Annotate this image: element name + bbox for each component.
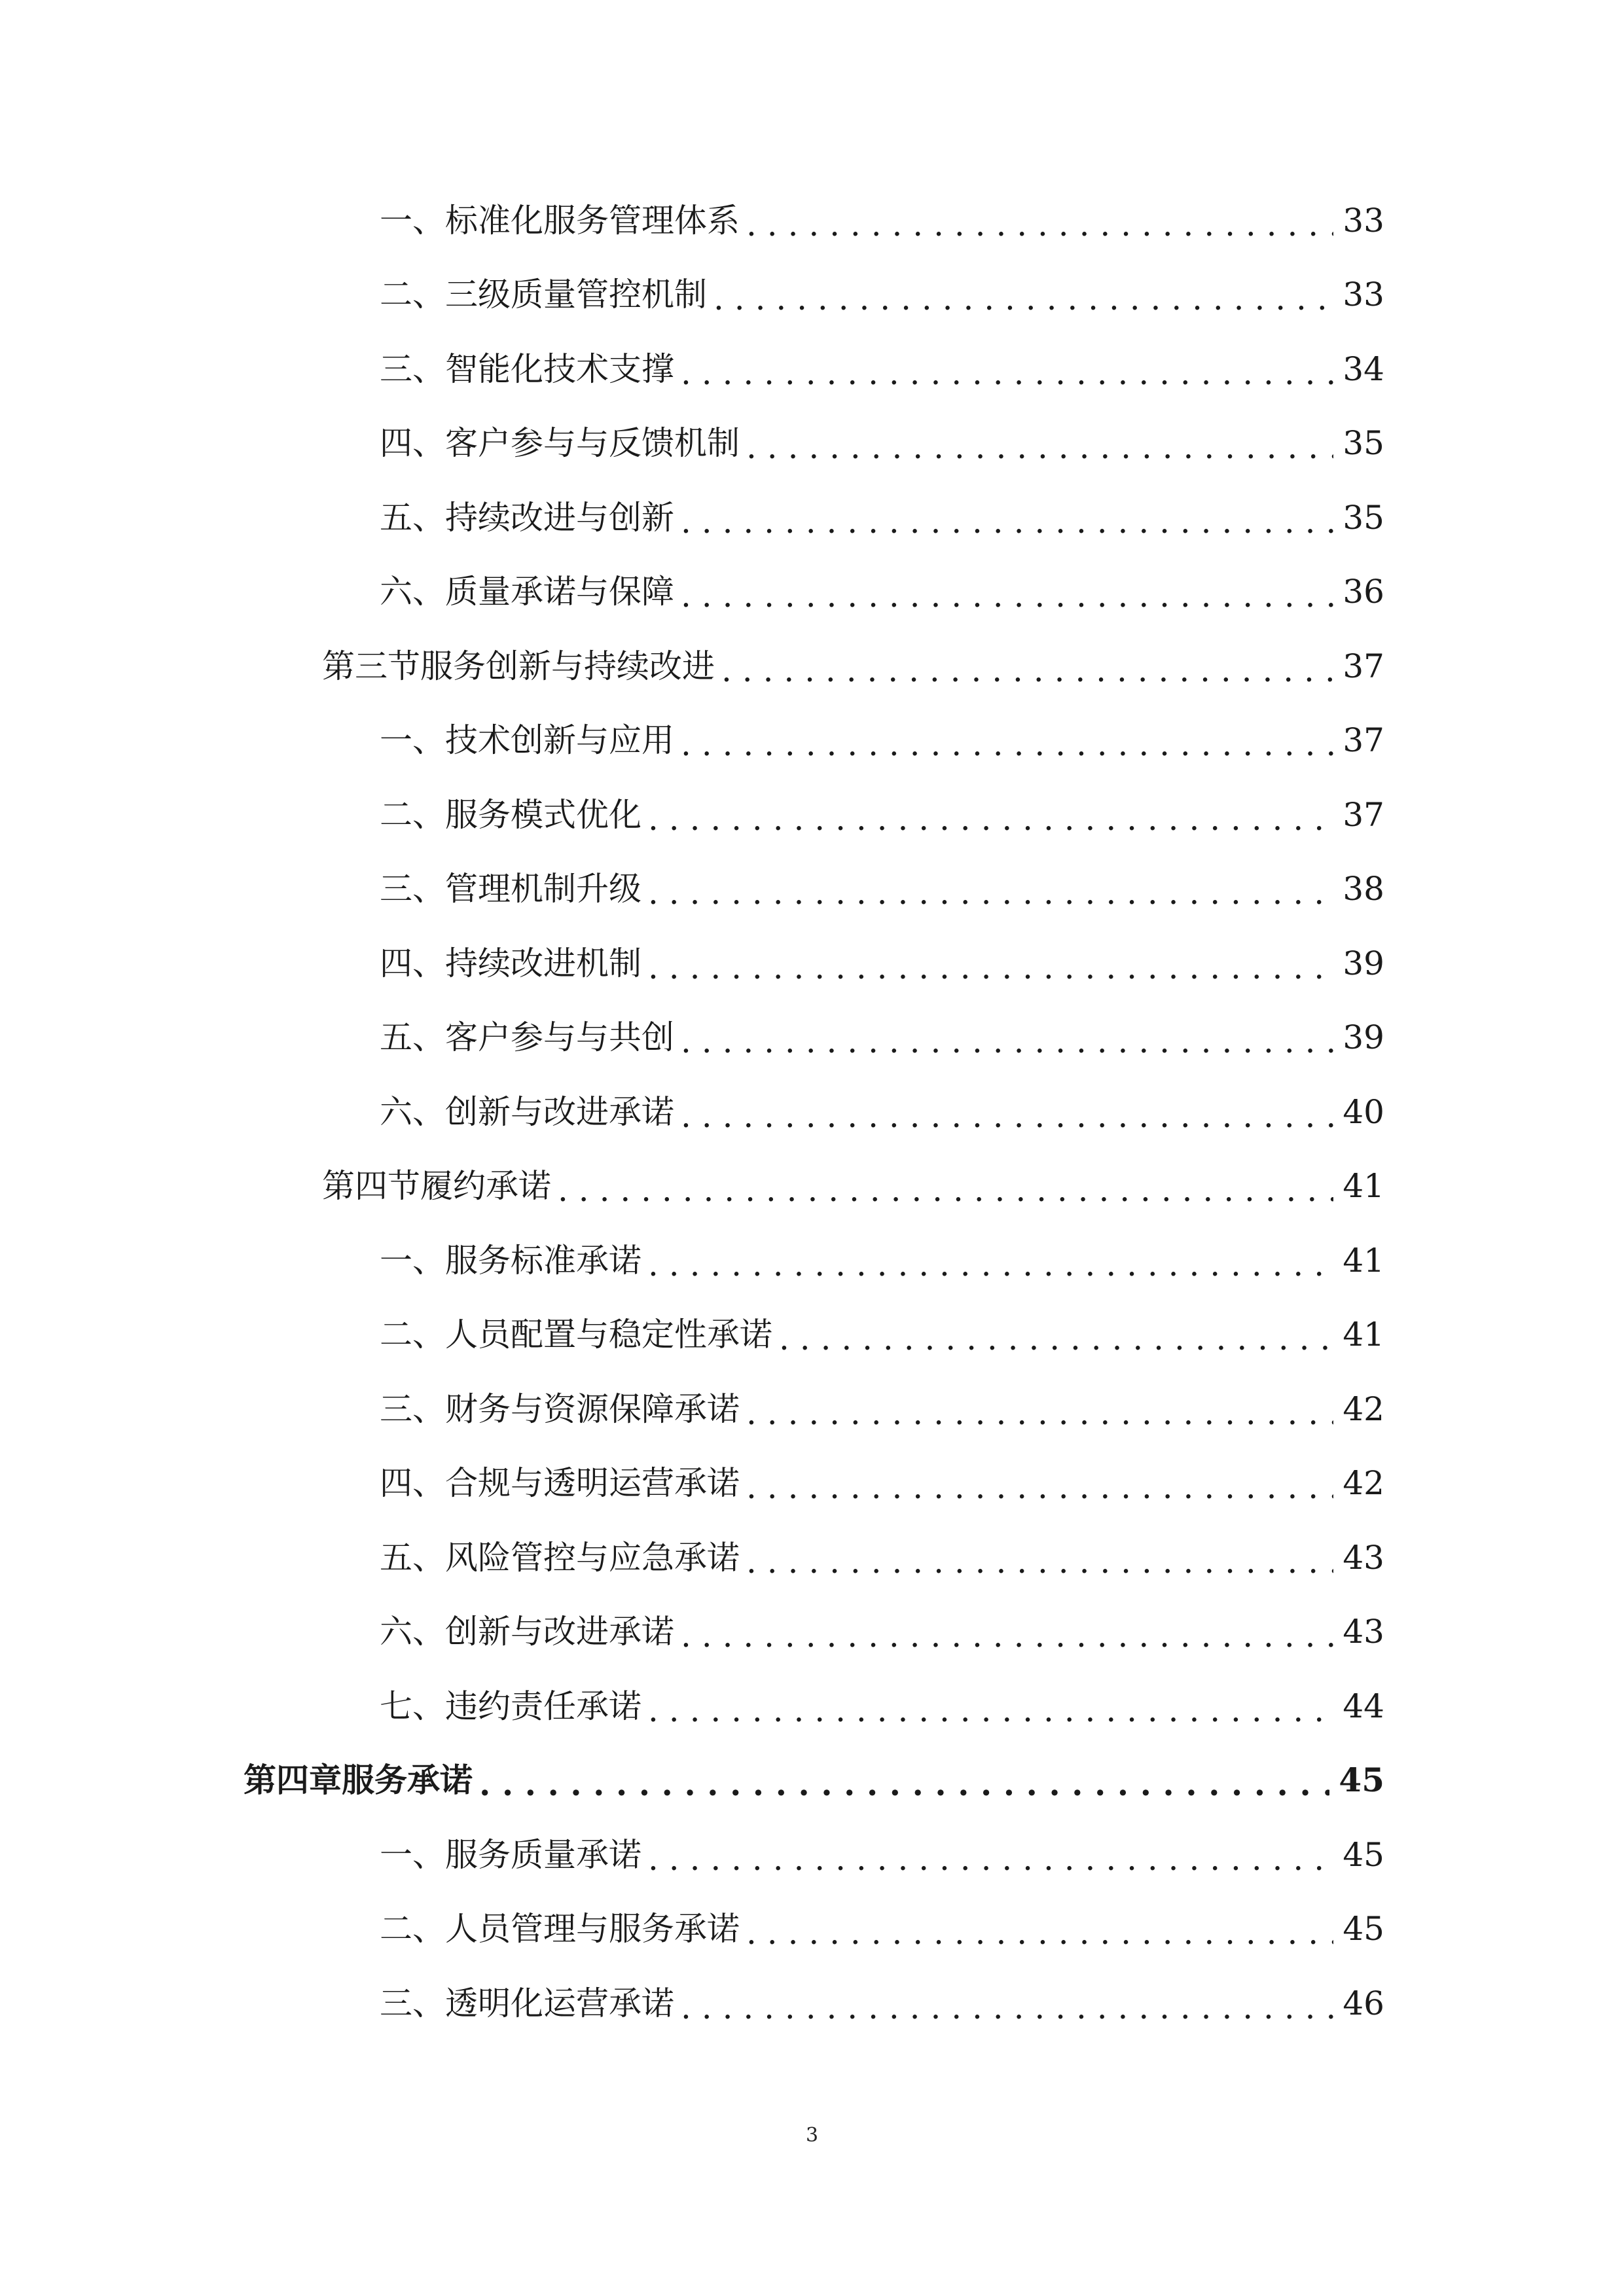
toc-entry-title: 质量承诺与保障 bbox=[445, 573, 674, 611]
dot-leader bbox=[779, 1322, 1333, 1355]
toc-entry-title: 持续改进机制 bbox=[445, 944, 641, 982]
toc-entry-page: 42 bbox=[1343, 1390, 1384, 1428]
toc-entry-page: 41 bbox=[1343, 1316, 1384, 1354]
toc-entry-page: 33 bbox=[1343, 276, 1384, 314]
toc-entry-page: 42 bbox=[1343, 1464, 1384, 1503]
toc-entry-item[interactable] bbox=[0, 1892, 1624, 1967]
dot-leader bbox=[681, 1991, 1333, 2024]
toc-entry-title: 客户参与与反馈机制 bbox=[445, 424, 740, 463]
toc-entry-chapter[interactable] bbox=[0, 1744, 1624, 1818]
toc-entry-title: 人员管理与服务承诺 bbox=[445, 1910, 740, 1948]
toc-entry-title: 客户参与与共创 bbox=[445, 1018, 674, 1057]
toc-entry-page: 36 bbox=[1343, 573, 1384, 611]
dot-leader bbox=[746, 1545, 1333, 1578]
toc-entry-page: 44 bbox=[1343, 1687, 1384, 1725]
toc-entry-page: 45 bbox=[1339, 1761, 1384, 1800]
toc-entry-title: 服务创新与持续改进 bbox=[420, 647, 715, 685]
dot-leader bbox=[746, 1916, 1333, 1949]
toc-entry-section[interactable] bbox=[0, 629, 1624, 704]
toc-entry-title: 智能化技术支撑 bbox=[445, 350, 674, 388]
dot-leader bbox=[648, 1248, 1333, 1281]
toc-entry-item[interactable] bbox=[0, 1818, 1624, 1892]
toc-entry-item[interactable] bbox=[0, 1520, 1624, 1595]
toc-entry-number: 五、 bbox=[380, 498, 445, 537]
toc-entry-page: 43 bbox=[1343, 1613, 1384, 1651]
dot-leader bbox=[648, 876, 1333, 909]
dot-leader bbox=[648, 951, 1333, 984]
toc-entry-item[interactable] bbox=[0, 852, 1624, 927]
toc-entry-number: 第三节 bbox=[322, 647, 420, 685]
toc-entry-number: 三、 bbox=[380, 1390, 445, 1428]
toc-entry-item[interactable] bbox=[0, 183, 1624, 258]
toc-entry-title: 三级质量管控机制 bbox=[445, 276, 707, 314]
toc-entry-item[interactable] bbox=[0, 1001, 1624, 1075]
dot-leader bbox=[648, 1694, 1333, 1727]
toc-entry-number: 六、 bbox=[380, 573, 445, 611]
toc-entry-page: 37 bbox=[1343, 795, 1384, 834]
toc-entry-item[interactable] bbox=[0, 926, 1624, 1001]
toc-entry-number: 五、 bbox=[380, 1018, 445, 1057]
toc-entry-title: 合规与透明运营承诺 bbox=[445, 1464, 740, 1503]
toc-entry-item[interactable] bbox=[0, 258, 1624, 332]
toc-entry-item[interactable] bbox=[0, 332, 1624, 406]
table-of-contents bbox=[0, 183, 1624, 2041]
toc-entry-item[interactable] bbox=[0, 778, 1624, 852]
toc-entry-item[interactable] bbox=[0, 555, 1624, 630]
toc-entry-number: 七、 bbox=[380, 1687, 445, 1725]
toc-entry-title: 服务质量承诺 bbox=[445, 1835, 641, 1874]
toc-entry-number: 一、 bbox=[380, 1835, 445, 1874]
toc-entry-number: 第四章 bbox=[244, 1761, 342, 1800]
toc-entry-item[interactable] bbox=[0, 1669, 1624, 1744]
toc-entry-item[interactable] bbox=[0, 1446, 1624, 1521]
dot-leader bbox=[648, 1842, 1333, 1875]
toc-entry-number: 二、 bbox=[380, 276, 445, 314]
toc-entry-item[interactable] bbox=[0, 1298, 1624, 1372]
toc-entry-page: 41 bbox=[1343, 1241, 1384, 1280]
toc-entry-item[interactable] bbox=[0, 1966, 1624, 2041]
dot-leader bbox=[648, 802, 1333, 835]
toc-entry-title: 财务与资源保障承诺 bbox=[445, 1390, 740, 1428]
toc-entry-page: 37 bbox=[1343, 721, 1384, 760]
dot-leader bbox=[681, 728, 1333, 761]
toc-entry-number: 六、 bbox=[380, 1613, 445, 1651]
toc-entry-title: 创新与改进承诺 bbox=[445, 1092, 674, 1131]
toc-entry-title: 服务模式优化 bbox=[445, 795, 641, 834]
toc-entry-page: 46 bbox=[1343, 1984, 1384, 2022]
dot-leader bbox=[746, 1397, 1333, 1429]
toc-entry-title: 履约承诺 bbox=[420, 1167, 551, 1206]
dot-leader bbox=[681, 1025, 1333, 1058]
toc-entry-item[interactable] bbox=[0, 406, 1624, 481]
toc-entry-number: 一、 bbox=[380, 1241, 445, 1280]
toc-entry-title: 持续改进与创新 bbox=[445, 498, 674, 537]
toc-entry-title: 违约责任承诺 bbox=[445, 1687, 641, 1725]
dot-leader bbox=[681, 1100, 1333, 1132]
toc-entry-number: 一、 bbox=[380, 721, 445, 760]
toc-entry-number: 二、 bbox=[380, 1910, 445, 1948]
toc-entry-page: 33 bbox=[1343, 201, 1384, 240]
dot-leader bbox=[746, 208, 1333, 241]
dot-leader bbox=[746, 431, 1333, 463]
toc-entry-number: 二、 bbox=[380, 1316, 445, 1354]
dot-leader bbox=[681, 505, 1333, 538]
toc-entry-title: 服务标准承诺 bbox=[445, 1241, 641, 1280]
dot-leader bbox=[479, 1768, 1329, 1801]
dot-leader bbox=[681, 357, 1333, 389]
toc-entry-title: 透明化运营承诺 bbox=[445, 1984, 674, 2022]
toc-entry-title: 人员配置与稳定性承诺 bbox=[445, 1316, 772, 1354]
toc-entry-item[interactable] bbox=[0, 1075, 1624, 1149]
toc-entry-number: 三、 bbox=[380, 1984, 445, 2022]
page-number: 3 bbox=[805, 2124, 819, 2147]
toc-entry-title: 技术创新与应用 bbox=[445, 721, 674, 760]
toc-entry-page: 37 bbox=[1343, 647, 1384, 685]
toc-entry-page: 35 bbox=[1343, 424, 1384, 463]
toc-entry-number: 四、 bbox=[380, 944, 445, 982]
toc-entry-number: 第四节 bbox=[322, 1167, 420, 1206]
toc-entry-number: 四、 bbox=[380, 424, 445, 463]
toc-entry-title: 创新与改进承诺 bbox=[445, 1613, 674, 1651]
dot-leader bbox=[713, 282, 1333, 315]
toc-entry-item[interactable] bbox=[0, 1223, 1624, 1298]
toc-entry-number: 三、 bbox=[380, 870, 445, 908]
toc-entry-page: 45 bbox=[1343, 1835, 1384, 1874]
toc-entry-section[interactable] bbox=[0, 1149, 1624, 1224]
dot-leader bbox=[721, 654, 1333, 687]
toc-entry-title: 管理机制升级 bbox=[445, 870, 641, 908]
toc-entry-title: 标准化服务管理体系 bbox=[445, 201, 740, 240]
toc-entry-number: 一、 bbox=[380, 201, 445, 240]
toc-entry-page: 45 bbox=[1343, 1910, 1384, 1948]
toc-entry-page: 35 bbox=[1343, 498, 1384, 537]
toc-entry-number: 六、 bbox=[380, 1092, 445, 1131]
toc-entry-page: 38 bbox=[1343, 870, 1384, 908]
toc-entry-title: 服务承诺 bbox=[342, 1761, 473, 1800]
toc-entry-page: 40 bbox=[1343, 1092, 1384, 1131]
toc-entry-title: 风险管控与应急承诺 bbox=[445, 1538, 740, 1577]
dot-leader bbox=[746, 1471, 1333, 1503]
toc-entry-number: 四、 bbox=[380, 1464, 445, 1503]
toc-entry-item[interactable] bbox=[0, 1372, 1624, 1446]
toc-entry-item[interactable] bbox=[0, 1595, 1624, 1670]
toc-entry-page: 41 bbox=[1343, 1167, 1384, 1206]
toc-entry-number: 五、 bbox=[380, 1538, 445, 1577]
toc-entry-page: 34 bbox=[1343, 350, 1384, 388]
toc-entry-page: 39 bbox=[1343, 944, 1384, 982]
dot-leader bbox=[681, 1619, 1333, 1652]
toc-entry-page: 39 bbox=[1343, 1018, 1384, 1057]
dot-leader bbox=[681, 579, 1333, 612]
toc-entry-item[interactable] bbox=[0, 704, 1624, 778]
toc-entry-number: 三、 bbox=[380, 350, 445, 388]
toc-entry-item[interactable] bbox=[0, 480, 1624, 555]
toc-entry-page: 43 bbox=[1343, 1538, 1384, 1577]
dot-leader bbox=[558, 1174, 1333, 1206]
toc-entry-number: 二、 bbox=[380, 795, 445, 834]
